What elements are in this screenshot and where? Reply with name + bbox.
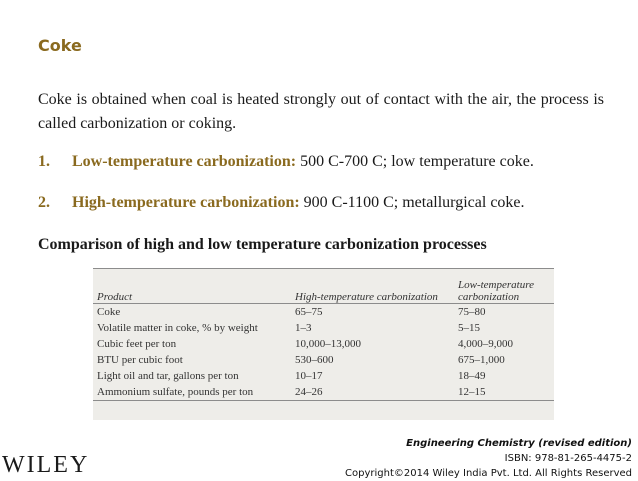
- list-item-text: 500 C-700 C; low temperature coke.: [296, 153, 534, 170]
- list-item-high-temp: [38, 194, 525, 212]
- list-item-low-temp: [38, 153, 534, 171]
- table-row: [93, 336, 554, 352]
- table-row: [93, 320, 554, 336]
- slide-heading: Coke: [38, 36, 82, 55]
- table-cell: Ammonium sulfate, pounds per ton: [93, 384, 291, 401]
- table-header-row: [93, 269, 554, 304]
- table-cell: Light oil and tar, gallons per ton: [97, 370, 239, 382]
- list-item-label: Low-temperature carbonization:: [72, 153, 297, 170]
- table-cell: 10–17: [295, 370, 323, 382]
- footer-isbn: ISBN: 978-81-265-4475-2: [504, 453, 632, 464]
- column-header-high-temp: High-temperature carbonization: [291, 269, 454, 304]
- table-cell: 4,000–9,000: [458, 338, 513, 350]
- table-cell: 65–75: [295, 306, 323, 318]
- table-cell: BTU per cubic foot: [97, 354, 183, 366]
- list-number: 1.: [38, 153, 50, 170]
- list-item-label: High-temperature carbonization:: [72, 194, 300, 211]
- comparison-title: Comparison of high and low temperature carbonization processes: [38, 236, 487, 253]
- table-cell: 12–15: [454, 384, 554, 401]
- table-cell: 1–3: [295, 322, 312, 334]
- table-cell: 10,000–13,000: [295, 338, 361, 350]
- intro-paragraph: Coke is obtained when coal is heated strongly out of contact with the air, the process is called carbonization or coking.: [38, 91, 604, 132]
- wiley-logo: WILEY: [2, 452, 90, 478]
- column-header-low-temp: Low-temperature carbonization: [454, 269, 554, 304]
- table-cell: 675–1,000: [458, 354, 505, 366]
- table-row: [93, 304, 554, 321]
- table-cell: 75–80: [458, 306, 486, 318]
- list-item-text: 900 C-1100 C; metallurgical coke.: [299, 194, 525, 211]
- table-row: [93, 352, 554, 368]
- table-cell: 5–15: [458, 322, 480, 334]
- table-cell: 530–600: [295, 354, 334, 366]
- list-number: 2.: [38, 194, 50, 211]
- footer-copyright: Copyright©2014 Wiley India Pvt. Ltd. All Rights Reserved: [345, 468, 632, 479]
- table-row: [93, 368, 554, 384]
- table-cell: Coke: [97, 306, 121, 318]
- table-cell: Cubic feet per ton: [97, 338, 177, 350]
- footer-credits: [345, 436, 632, 481]
- table-cell: Volatile matter in coke, % by weight: [97, 322, 258, 334]
- comparison-table: [93, 268, 554, 401]
- footer-book-title: Engineering Chemistry (revised edition): [406, 438, 632, 449]
- comparison-table-image: [93, 268, 554, 420]
- table-cell: 24–26: [291, 384, 454, 401]
- column-header-product: Product: [93, 269, 291, 304]
- table-cell: 18–49: [458, 370, 486, 382]
- table-row: [93, 384, 554, 401]
